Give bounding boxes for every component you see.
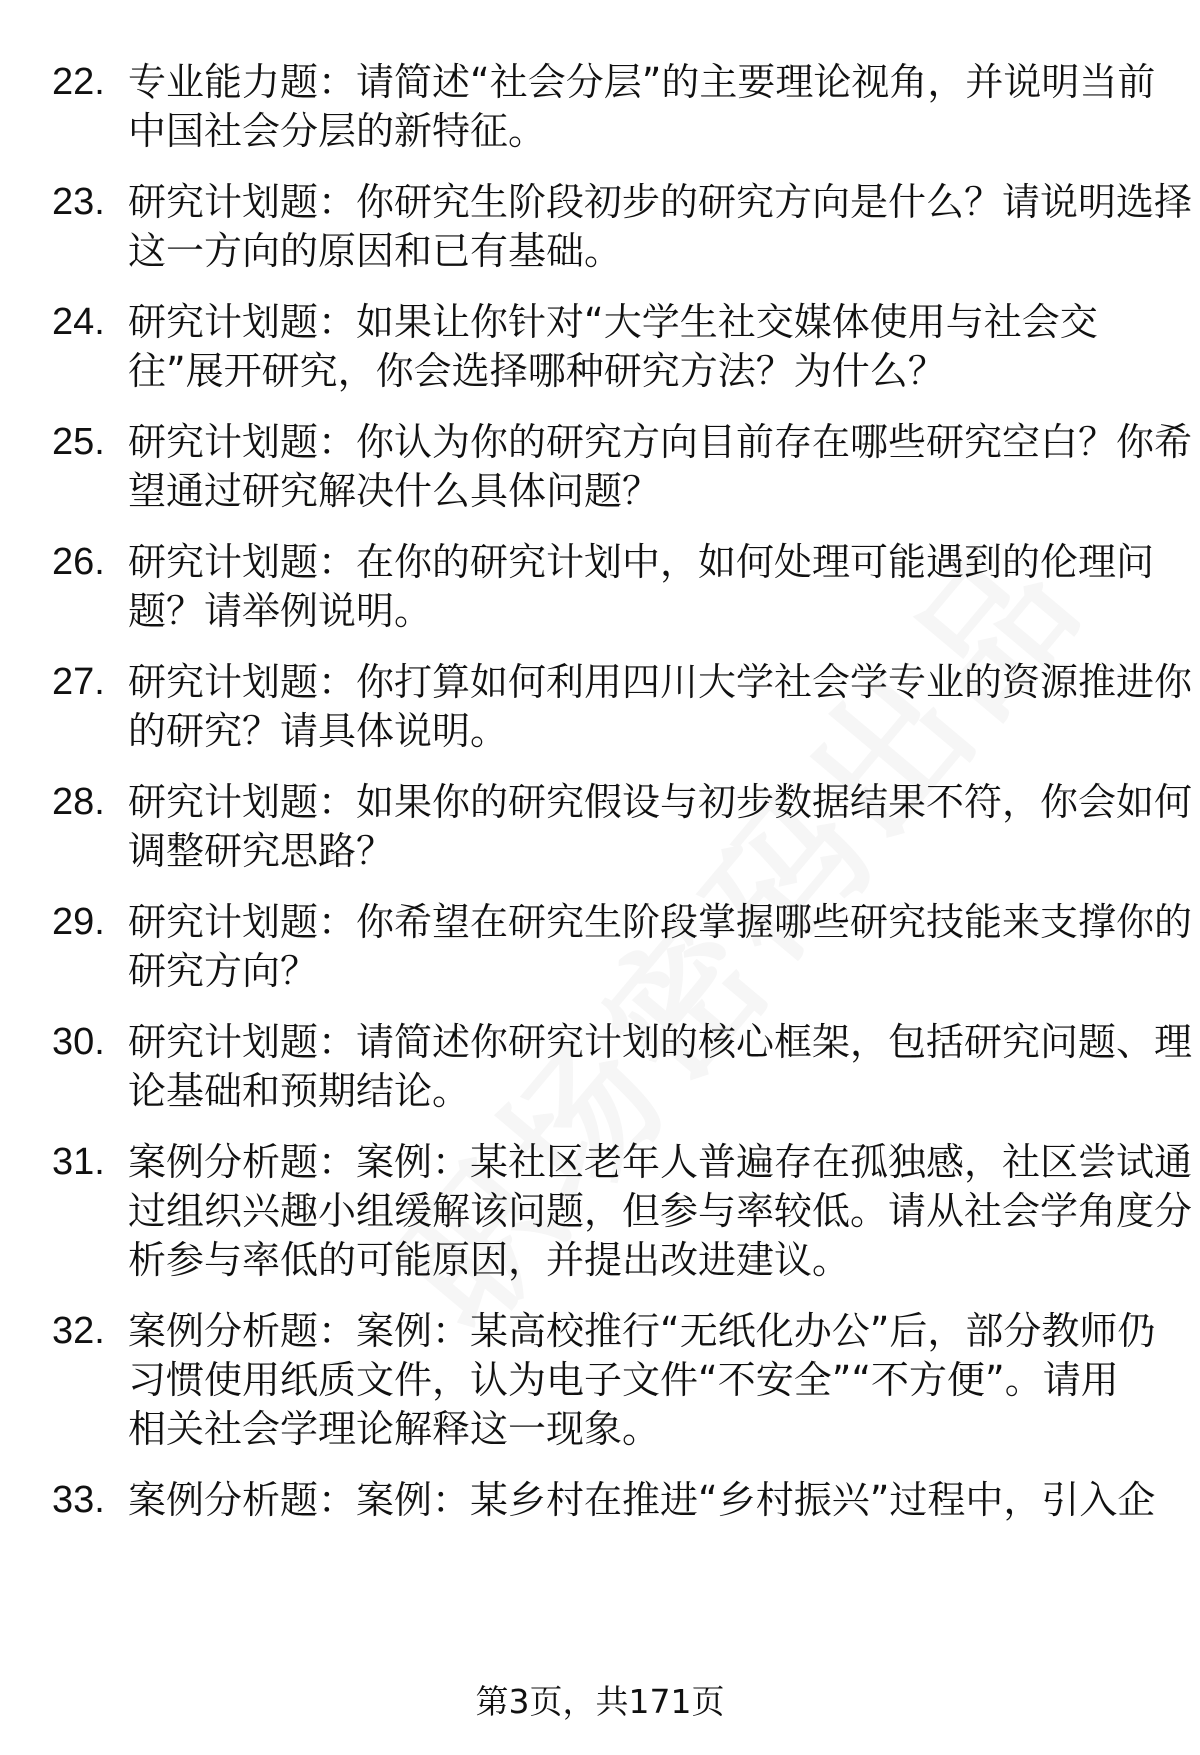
question-line: 案例分析题：案例：某社区老年人普遍存在孤独感，社区尝试通 (128, 1140, 1193, 1184)
question-line: 研究计划题：你打算如何利用四川大学社会学专业的资源推进你 (128, 660, 1193, 704)
question-text (128, 1138, 1193, 1285)
question-item (52, 1307, 1156, 1454)
question-line: 研究计划题：你认为你的研究方向目前存在哪些研究空白？你希 (128, 420, 1193, 464)
question-line: 研究方向？ (128, 949, 319, 993)
question-number: 28. (52, 781, 105, 823)
question-line: 过组织兴趣小组缓解该问题，但参与率较低。请从社会学角度分 (128, 1189, 1193, 1233)
question-line: 研究计划题：在你的研究计划中，如何处理可能遇到的伦理问 (128, 540, 1155, 584)
question-item (52, 538, 1155, 636)
question-number: 25. (52, 421, 105, 463)
question-number: 29. (52, 901, 105, 943)
question-number: 30. (52, 1021, 105, 1063)
question-line: 题？请举例说明。 (128, 589, 433, 633)
question-text (128, 898, 1193, 996)
question-number: 31. (52, 1141, 105, 1183)
question-line: 研究计划题：如果让你针对“大学生社交媒体使用与社会交 (128, 300, 1098, 344)
question-line: 这一方向的原因和已有基础。 (128, 229, 623, 273)
question-item (52, 658, 1193, 756)
question-text (128, 58, 1156, 156)
question-line: 案例分析题：案例：某高校推行“无纸化办公”后，部分教师仍 (128, 1309, 1156, 1353)
question-list (52, 58, 1193, 1525)
question-line: 研究计划题：如果你的研究假设与初步数据结果不符，你会如何 (128, 780, 1193, 824)
question-line: 论基础和预期结论。 (128, 1069, 471, 1113)
question-text (128, 298, 1148, 396)
question-line: 析参与率低的可能原因，并提出改进建议。 (128, 1238, 851, 1282)
question-line: 研究计划题：请简述你研究计划的核心框架，包括研究问题、理 (128, 1020, 1193, 1064)
question-item (52, 1476, 1156, 1525)
question-line: 相关社会学理论解释这一现象。 (128, 1407, 661, 1451)
question-line: 调整研究思路？ (128, 829, 395, 873)
question-line: 望通过研究解决什么具体问题？ (128, 469, 661, 513)
question-number: 24. (52, 301, 105, 343)
question-number: 22. (52, 61, 105, 103)
question-text (128, 538, 1155, 636)
question-item (52, 58, 1156, 156)
question-line: 中国社会分层的新特征。 (128, 109, 547, 153)
question-line: 习惯使用纸质文件，认为电子文件“不安全”“不方便”。请用 (128, 1358, 1119, 1402)
question-item (52, 298, 1152, 396)
question-text (128, 418, 1193, 516)
question-text (128, 1476, 1156, 1525)
question-text (128, 778, 1193, 876)
question-number: 26. (52, 541, 105, 583)
question-item (52, 1018, 1193, 1116)
question-item (52, 778, 1193, 876)
question-line: 专业能力题：请简述“社会分层”的主要理论视角，并说明当前 (128, 60, 1156, 104)
question-text (128, 1307, 1156, 1454)
question-item (52, 898, 1193, 996)
question-item (52, 418, 1193, 516)
question-line: 案例分析题：案例：某乡村在推进“乡村振兴”过程中，引入企 (128, 1478, 1156, 1522)
question-number: 27. (52, 661, 105, 703)
question-line: 研究计划题：你研究生阶段初步的研究方向是什么？请说明选择 (128, 180, 1193, 224)
question-text (128, 1018, 1193, 1116)
question-line: 往”展开研究，你会选择哪种研究方法？为什么？ (128, 349, 946, 393)
question-text (128, 658, 1193, 756)
question-number: 32. (52, 1310, 105, 1352)
page-number-footer: 第3页，共171页 (475, 1682, 725, 1721)
question-line: 的研究？请具体说明。 (128, 709, 509, 753)
question-number: 23. (52, 181, 105, 223)
question-line: 研究计划题：你希望在研究生阶段掌握哪些研究技能来支撑你的 (128, 900, 1193, 944)
question-number: 33. (52, 1479, 105, 1521)
question-item (52, 178, 1193, 276)
question-item (52, 1138, 1193, 1285)
question-text (128, 178, 1193, 276)
